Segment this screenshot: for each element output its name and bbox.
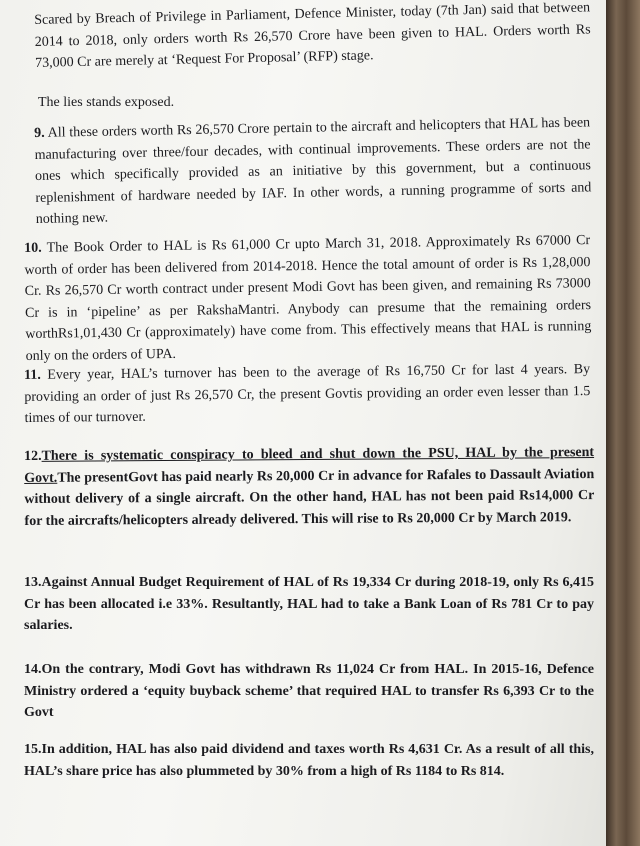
item-number: 10. — [24, 240, 42, 256]
item-number: 12. — [24, 448, 42, 464]
item-11 — [24, 359, 591, 429]
item-number: 14. — [24, 662, 42, 677]
item-text: Every year, HAL’s turnover has been to the average of Rs 16,750 Cr for last 4 years. By providing an order of just Rs 26,570 Cr, the present Govtis providing an order even lesser than 1.5 times of our turnover. — [24, 362, 591, 426]
item-text: The Book Order to HAL is Rs 61,000 Cr upto March 31, 2018. Approximately Rs 67000 Cr worth of order has been delivered from 2014-2018. Hence the total amount of order is Rs 1,28,000 Cr. Rs 26,570 Cr worth contract under present Modi Govt has been given, and remaining Rs 73000 Cr is in ‘pipeline’ as per RakshaMantri. Anybody can presume that the remaining orders worthRs1,01,430 Cr (approximately) have come from. This effectively means that HAL is running only on the orders of UPA. — [24, 233, 592, 364]
item-9 — [34, 112, 592, 230]
lies-statement — [38, 92, 594, 114]
intro-paragraph — [34, 0, 591, 74]
item-12 — [24, 442, 595, 532]
item-15 — [24, 739, 594, 782]
item-10 — [24, 230, 592, 367]
item-13 — [24, 572, 594, 637]
item-text: On the contrary, Modi Govt has withdrawn Rs 11,024 Cr from HAL. In 2015-16, Defence Ministry ordered a ‘equity buyback scheme’ that required HAL to transfer Rs 6,393 Cr to the Govt — [24, 662, 594, 720]
background-edge — [606, 0, 640, 846]
item-text: Against Annual Budget Requirement of HAL of Rs 19,334 Cr during 2018-19, only Rs 6,415 Cr has been allocated i.e 33%. Resultantly, HAL had to take a Bank Loan of Rs 781 Cr to pay salaries. — [24, 575, 594, 633]
intro-text: Scared by Breach of Privilege in Parliament, Defence Minister, today (7th Jan) said that between 2014 to 2018, only orders worth Rs 26,570 Crore have been given to HAL. Orders worth Rs 73,000 Cr are merely at ‘Request For Proposal’ (RFP) stage. — [34, 0, 591, 71]
item-14 — [24, 659, 594, 724]
item-number: 13. — [24, 575, 42, 590]
item-number: 15. — [24, 742, 42, 757]
item-underlined-text: There is systematic conspiracy to bleed and shut down the PSU, HAL by the present Govt. — [24, 445, 595, 486]
item-number: 11. — [24, 367, 41, 383]
item-number: 9. — [34, 125, 45, 141]
lies-text: The lies stands exposed. — [38, 95, 175, 110]
item-text: In addition, HAL has also paid dividend and taxes worth Rs 4,631 Cr. As a result of all this, HAL’s share price has also plummeted by 30% from a high of Rs 1184 to Rs 814. — [24, 742, 594, 779]
item-text: The presentGovt has paid nearly Rs 20,000 Cr in advance for Rafales to Dassault Aviation without delivery of a single aircraft. On the other hand, HAL has not been paid Rs14,000 Cr for the aircrafts/helicopters already delivered. This will rise to Rs 20,000 Cr by March 2019. — [24, 466, 595, 529]
item-text: All these orders worth Rs 26,570 Crore pertain to the aircraft and helicopters that HAL has been manufacturing over three/four decades, with continual improvements. These orders are not the ones which specifically provided as an initiative by this government, but a continuous replenishment of hardware needed by IAF. In other words, a running programme of sorts and nothing new. — [34, 115, 592, 227]
